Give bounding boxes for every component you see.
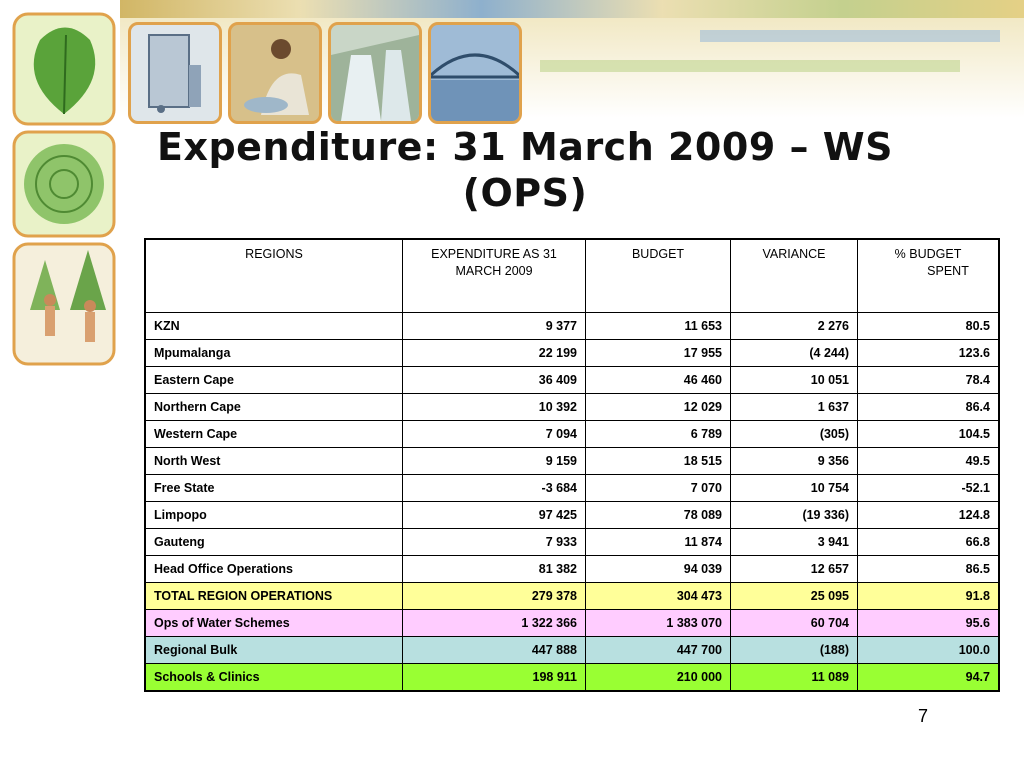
cell-variance: 2 276 [731,313,858,340]
cell-region: Head Office Operations [145,556,403,583]
cell-expenditure: 36 409 [403,367,586,394]
banner-bar [540,60,960,72]
cell-pct: 94.7 [858,664,1000,692]
cell-expenditure: 9 377 [403,313,586,340]
table-row [145,421,999,448]
cell-budget: 304 473 [586,583,731,610]
table-row [145,502,999,529]
cell-variance: (188) [731,637,858,664]
cell-budget: 1 383 070 [586,610,731,637]
cell-variance: (305) [731,421,858,448]
cell-pct: 49.5 [858,448,1000,475]
cell-region: Ops of Water Schemes [145,610,403,637]
cell-variance: 1 637 [731,394,858,421]
cell-budget: 12 029 [586,394,731,421]
cell-variance: (4 244) [731,340,858,367]
header-variance: VARIANCE [731,239,858,313]
cell-region: Eastern Cape [145,367,403,394]
table-row [145,475,999,502]
hikers-icon [14,244,114,364]
header-regions: REGIONS [145,239,403,313]
cell-budget: 6 789 [586,421,731,448]
cell-region: Western Cape [145,421,403,448]
header-expenditure-line1: EXPENDITURE AS 31 [431,247,557,261]
cell-region: Mpumalanga [145,340,403,367]
cell-pct: 66.8 [858,529,1000,556]
cell-region: Limpopo [145,502,403,529]
ops-water-schemes-row [145,610,999,637]
water-tank-icon [128,22,222,124]
bridge-icon [428,22,522,124]
expenditure-table [144,238,1000,692]
cell-variance: (19 336) [731,502,858,529]
cell-expenditure: 198 911 [403,664,586,692]
page-number: 7 [918,706,929,726]
cell-variance: 10 051 [731,367,858,394]
table-row [145,448,999,475]
cell-pct: 100.0 [858,637,1000,664]
regional-bulk-row [145,637,999,664]
cell-budget: 447 700 [586,637,731,664]
table-row [145,367,999,394]
cell-pct: 78.4 [858,367,1000,394]
cell-expenditure: 1 322 366 [403,610,586,637]
cell-variance: 60 704 [731,610,858,637]
cell-pct: 91.8 [858,583,1000,610]
header-expenditure-line2: MARCH 2009 [455,264,533,278]
cell-budget: 46 460 [586,367,731,394]
left-decoration [10,10,125,370]
cell-budget: 7 070 [586,475,731,502]
cell-budget: 210 000 [586,664,731,692]
header-budget: BUDGET [586,239,731,313]
banner-stripe [120,0,1024,18]
cell-budget: 11 653 [586,313,731,340]
cell-region: Northern Cape [145,394,403,421]
cell-budget: 78 089 [586,502,731,529]
cell-pct: 86.5 [858,556,1000,583]
cell-expenditure: -3 684 [403,475,586,502]
leaf-icon [14,14,114,124]
cell-region: Free State [145,475,403,502]
cell-budget: 94 039 [586,556,731,583]
cell-variance: 3 941 [731,529,858,556]
cell-expenditure: 10 392 [403,394,586,421]
table-row [145,529,999,556]
cell-region: Regional Bulk [145,637,403,664]
slide-title: Expenditure: 31 March 2009 – WS (OPS) [157,125,893,215]
cell-expenditure: 22 199 [403,340,586,367]
waterfall-icon [328,22,422,124]
cell-pct: 80.5 [858,313,1000,340]
schools-clinics-row [145,664,999,692]
cell-region: TOTAL REGION OPERATIONS [145,583,403,610]
cell-pct: 95.6 [858,610,1000,637]
cell-variance: 12 657 [731,556,858,583]
cell-pct: 123.6 [858,340,1000,367]
table-row [145,313,999,340]
header-pct-line1: % BUDGET [894,247,962,261]
washing-person-icon [228,22,322,124]
table-header-row [145,239,999,313]
header-expenditure [403,239,586,313]
cell-budget: 11 874 [586,529,731,556]
cell-region: KZN [145,313,403,340]
tree-stump-icon [14,132,114,236]
cell-region: Schools & Clinics [145,664,403,692]
table-row [145,340,999,367]
header-pct-spent [858,239,1000,313]
cell-expenditure: 9 159 [403,448,586,475]
cell-budget: 18 515 [586,448,731,475]
total-row [145,583,999,610]
cell-pct: 124.8 [858,502,1000,529]
cell-variance: 25 095 [731,583,858,610]
cell-expenditure: 7 933 [403,529,586,556]
cell-pct: -52.1 [858,475,1000,502]
cell-region: Gauteng [145,529,403,556]
cell-pct: 86.4 [858,394,1000,421]
cell-expenditure: 7 094 [403,421,586,448]
header-banner [0,0,1024,120]
cell-variance: 11 089 [731,664,858,692]
cell-expenditure: 81 382 [403,556,586,583]
cell-expenditure: 279 378 [403,583,586,610]
cell-expenditure: 97 425 [403,502,586,529]
table-row [145,556,999,583]
banner-bar [700,30,1000,42]
cell-region: North West [145,448,403,475]
table-row [145,394,999,421]
cell-budget: 17 955 [586,340,731,367]
header-pct-line2: SPENT [927,264,969,278]
cell-pct: 104.5 [858,421,1000,448]
cell-variance: 9 356 [731,448,858,475]
cell-variance: 10 754 [731,475,858,502]
cell-expenditure: 447 888 [403,637,586,664]
